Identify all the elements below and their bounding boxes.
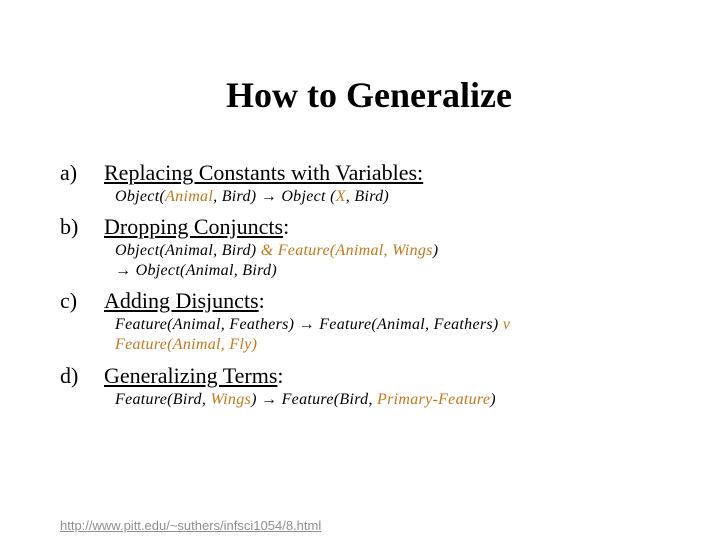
example-segment: Object(Animal, Bird) [131, 262, 277, 279]
item-marker: c) [60, 288, 78, 313]
item-b [60, 214, 289, 240]
example-segment: ) [490, 391, 496, 408]
item-marker: b) [60, 214, 79, 239]
example-segment: → [260, 188, 278, 205]
example-segment: Feature(Animal, Fly) [115, 336, 258, 353]
example-segment: Wings [210, 391, 252, 408]
item-heading-suffix: : [277, 363, 284, 388]
example-segment: X [335, 188, 346, 205]
item-heading: Generalizing Terms [104, 363, 278, 388]
example-segment: & Feature(Animal, Wings [260, 242, 433, 259]
example-segment: , Bird) [345, 188, 390, 205]
example-segment: → [115, 262, 132, 279]
example-segment: → [261, 391, 278, 408]
item-marker: a) [60, 160, 78, 185]
source-link[interactable]: http://www.pitt.edu/~suthers/infsci1054/8.html [60, 518, 322, 533]
example-line [115, 241, 438, 261]
item-marker: d) [60, 363, 79, 388]
item-heading: Adding Disjuncts [104, 288, 259, 313]
example-line [115, 261, 438, 281]
item-heading-suffix: : [258, 288, 265, 313]
example-segment: Object ( [277, 188, 336, 205]
example-segment: Feature(Animal, Feathers) [314, 316, 503, 333]
example-segment: → [298, 316, 315, 333]
item-c-example [115, 315, 510, 355]
item-heading: Replacing Constants with Variables: [104, 160, 424, 185]
item-heading-suffix: : [283, 214, 290, 239]
slide-title: How to Generalize [226, 75, 512, 115]
example-segment: ) [432, 242, 439, 259]
example-segment: Object( [115, 188, 166, 205]
example-segment: Feature(Animal, Feathers) [115, 316, 299, 333]
item-d-example [115, 390, 496, 410]
item-heading: Dropping Conjuncts [104, 214, 284, 239]
example-segment: ) [251, 391, 261, 408]
item-c [60, 288, 265, 314]
example-segment: Feature(Bird, [115, 391, 211, 408]
example-segment: v [502, 316, 511, 333]
example-line [115, 315, 510, 335]
example-segment: Primary-Feature [377, 391, 491, 408]
example-line [115, 187, 389, 207]
item-a-example [115, 187, 389, 207]
example-segment: Object(Animal, Bird) [115, 242, 261, 259]
item-b-example [115, 241, 438, 281]
example-segment: Animal [165, 188, 214, 205]
example-segment: Feature(Bird, [277, 391, 378, 408]
example-line [115, 390, 496, 410]
example-segment: , Bird) [213, 188, 261, 205]
item-d [60, 363, 284, 389]
item-a [60, 160, 423, 186]
example-line [115, 335, 510, 355]
